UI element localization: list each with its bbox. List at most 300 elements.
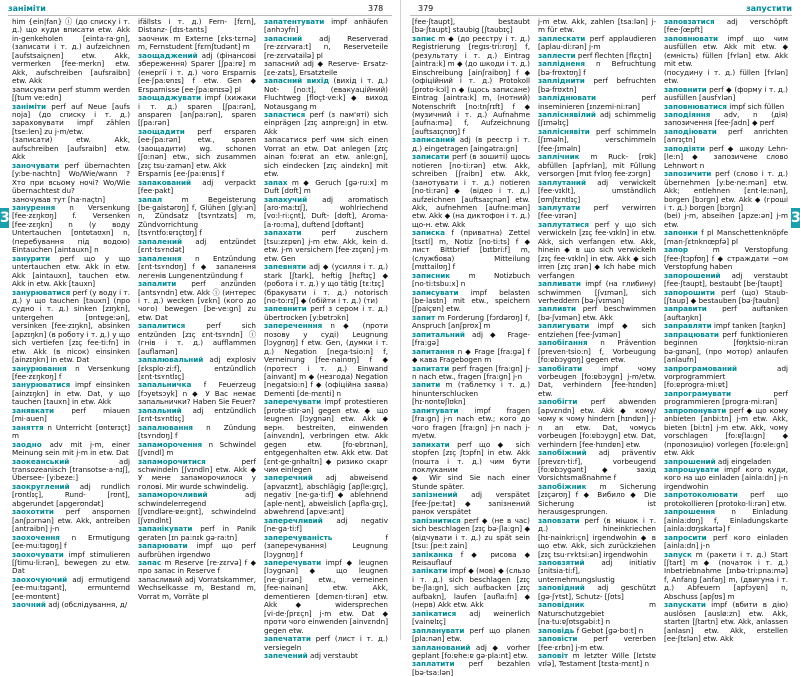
entry-definition: j-m etw. Akk, zahlen [tsa:lən] j-m für etw.	[538, 17, 656, 35]
dictionary-entry	[538, 449, 656, 483]
dictionary-entry	[12, 103, 130, 137]
entry-definition: impf ◆ (мов) ◆ (сльзо і т. д.) sich beschlagen [zɪç be·ʃla:gn], sich aufbacken [zɪç aufbakn], laufen [aufla:fn] ◆ (нерв) Akk etw. Akk	[412, 566, 530, 610]
entry-headword: запліднити	[538, 76, 585, 86]
dictionary-entry	[412, 551, 530, 568]
dictionary-entry	[12, 255, 130, 289]
dictionary-entry	[264, 559, 388, 635]
entry-headword: запитання	[412, 346, 455, 356]
entry-definition: n Einladung [ainla:dʊŋ] f, Einladungskarte [ainla:dʊŋskartə] f	[664, 507, 788, 534]
entry-headword: заощаджений	[138, 50, 198, 60]
entry-definition: perf auf Neue [aufs noja] (до списку і т. д.) зараховувати impf zählen [tse:len] zu j-m/etw.	[12, 101, 130, 136]
dictionary-entry	[412, 365, 530, 382]
entry-headword: запіканка	[412, 549, 453, 559]
entry-definition: adj (обслідування, д/	[45, 600, 128, 610]
entry-definition: adj verwickelt [fee·vɪklt], umständlich [ʊmʃtɛntlɪç]	[538, 177, 656, 204]
entry-headword: запобігати	[538, 363, 583, 373]
entry-definition: adv mit j-m, einer Meinung sein mit j-m in etw. Dat	[12, 439, 130, 458]
entry-headword: запонки	[664, 228, 698, 238]
entry-headword: заправити	[664, 304, 707, 314]
entry-definition: m Reserve [re·zɛrvə] f ◆ про запас in Reserve f	[138, 558, 256, 576]
entry-definition: f (приватна) Zettel [tsɛtl] m, Notiz [no·ti:ts] f ◆ лист Bittbrief [bɪtbri:f] m, (службова) Mitteilung [mɪttailʊŋ] f	[412, 228, 530, 272]
entry-headword: занурювання	[12, 363, 67, 373]
entry-definition: perf sich entzünden [zɪç ɛnt·tsʏndn] ⓘ (гнів і т. д.) aufflammen [auflamən]	[138, 321, 256, 356]
entry-headword: запах	[264, 177, 288, 187]
entry-definition: perf applaudieren [aplau·di:rən] j-m	[538, 33, 656, 52]
dictionary-entry	[412, 660, 530, 677]
entry-definition: adj rundlich [rʊntlɪç], Rund- [rʊnt], abgerundet [apgerʊndət]	[12, 481, 130, 508]
entry-headword: заповідь	[538, 625, 575, 635]
dictionary-entry	[664, 69, 788, 86]
dictionary-entry	[12, 601, 130, 609]
entry-headword: заплескати	[538, 33, 586, 43]
entry-definition: записувати perf stumm werden [ʃtum ve:edn]	[12, 84, 130, 103]
entry-headword: запропонувати	[664, 405, 727, 415]
dictionary-entry	[538, 305, 656, 322]
entry-definition: perf schwindeln [ʃvɪndln] etw. Akk ◆ У мене запаморочилося у голові. Mir wurde schwindelig.	[138, 456, 256, 491]
dictionary-entry	[264, 111, 388, 136]
dictionary-entry	[12, 441, 130, 458]
dictionary-entry	[664, 145, 788, 170]
dictionary-entry	[538, 559, 656, 584]
right-header-rule	[410, 15, 792, 16]
dictionary-entry	[138, 128, 256, 170]
entry-definition: impf einsinken [ainzɪŋkn] in etw. Dat, у що tauchen [tauxn] in etw. Akk	[12, 380, 130, 407]
dictionary-entry	[664, 407, 788, 458]
entry-headword: запозичити	[664, 169, 712, 179]
entry-headword: занурити	[12, 253, 51, 263]
entry-definition: adj verstaubt [fee·ʃtaupt], bestaubt [be·ʃtaupt]	[664, 270, 788, 289]
entry-headword: запереченння	[264, 321, 323, 331]
entry-definition: f Gebot [gə·bo:t] n	[574, 625, 644, 635]
right-page-number: 379	[418, 4, 434, 13]
dictionary-entry	[664, 212, 788, 229]
entry-headword: заокеанський	[12, 456, 70, 466]
entry-headword: запрограмований	[664, 363, 738, 373]
entry-definition: perf (що) Staub- [ʃtaup] ◆ bestauben [bə·ʃtaubn]	[664, 287, 788, 305]
entry-headword: заперечний	[264, 473, 313, 483]
dictionary-entry	[138, 238, 256, 255]
entry-headword: запис	[412, 33, 436, 43]
entry-headword: заодно	[12, 439, 42, 449]
entry-definition: perf programmieren [progra·mi:rən]	[664, 388, 788, 407]
entry-definition: impf ◆ leugnen [lɔygnən] ◆ що leugnen [ne·gi:rən] etw., verneinen [fee·nainən] etw. Akk, dementieren [demɛn·ti:rən] etw. Akk ◆ widersprechen [vi·de·ʃprɛçn] j-m etw. Dat ◆ проти чого einwenden [ainvɛndn] gegen etw.	[264, 558, 388, 635]
entry-definition: impf що perf aufbrühen irgendwo	[138, 541, 256, 559]
entry-headword: запаморочливий	[138, 490, 208, 500]
entry-definition: (записати) etw. Akk, aufschreiben [aufsraibn] etw. Akk	[12, 135, 130, 162]
entry-headword: запаморочення	[138, 439, 203, 449]
dictionary-entry	[12, 136, 130, 161]
dictionary-entry	[412, 314, 530, 331]
entry-definition: n Zündung [tsʏndʊŋ] f	[138, 422, 256, 441]
dictionary-entry	[664, 86, 788, 103]
entry-headword: запрошений	[664, 456, 716, 466]
entry-headword: заощаджувати	[138, 93, 202, 103]
entry-definition: perf in Panik geraten [ɪn pa:nɪk gə·ra:tn]	[138, 524, 256, 542]
entry-headword: запитувати	[412, 405, 459, 415]
dictionary-entry	[264, 635, 388, 652]
entry-definition: m Naturschutzgebiet [na·tu:ɐʃʊtsgəbi:t] n	[538, 600, 656, 627]
entry-definition: perf anrichten [anrɪçtn]	[664, 126, 788, 145]
entry-definition: (посудину і т. д.) füllen [fʏlən] etw.	[664, 67, 788, 86]
entry-definition: perf ◆ що кому anbieten [anbi:tn] j-m etw. Akk, bieten [bi:tn] j-m etw. Akk, чому vorschlagen [fo:ɐʃla:gn] ◆ (пропозицію) vorlegen [fo:ɐle:gn] etw. Akk	[664, 405, 788, 458]
dictionary-entry	[538, 179, 656, 204]
entry-definition: adj ermutigend [ee·mu:tɪgənt], ermunternd [ee·mʊntɐnt]	[12, 574, 130, 601]
dictionary-entry	[412, 491, 530, 516]
entry-headword: запорошити	[664, 287, 715, 297]
dictionary-entry	[264, 229, 388, 263]
dictionary-entry	[138, 18, 256, 35]
dictionary-entry	[664, 534, 788, 551]
dictionary-entry	[538, 584, 656, 601]
entry-definition: m Begeisterung [be·gaistərʊŋ] f, Glühen [gly:ən] n, Zündsatz [tsʏntzats] m, Zündvorrichtung [tsʏntfo:ɐrɪçtʊŋ] f	[138, 194, 256, 238]
dictionary-entry	[664, 246, 788, 271]
entry-headword: записаний	[412, 135, 456, 145]
entry-headword: занурюватися	[12, 287, 71, 297]
entry-headword: запрацювати	[664, 329, 719, 339]
entry-headword: заохотити	[12, 507, 54, 517]
dictionary-entry	[538, 128, 656, 153]
entry-definition: ifällsts i т. д.) Fern- [fɛrn], Distanz- [dɪs·tants]	[138, 17, 256, 35]
dictionary-entry	[412, 644, 530, 661]
entry-definition: m (ракети і т. д.) Start [ʃtart] m ◆ (початок і т. д.) Inbetriebnahme [ɪnbə·tri:pna:mə] f, Anfang [anfaŋ] m, (двигуна і т. д.) Abfeuern [apfɔyɐn] n, Abschuss [apʃʊs] m	[664, 549, 788, 601]
entry-definition: perf (з пам'яті) sich einprägen [zɪç aɪnpre:gn] in etw. Akk	[264, 109, 388, 136]
dictionary-entry	[412, 289, 530, 314]
entry-definition: perf що planen [pla:nən] etw.	[412, 625, 530, 644]
entry-headword: занурення	[12, 202, 56, 212]
entry-headword: запускати	[664, 600, 706, 610]
entry-headword: запліснявілий	[538, 109, 596, 119]
entry-headword: заподіяти	[664, 143, 706, 153]
entry-headword: заповнити	[664, 84, 707, 94]
entry-headword: запор	[664, 245, 689, 255]
dictionary-entry	[664, 35, 788, 69]
entry-definition: perf beschwimmen [bə·ʃvɪmən] etw. Akk	[538, 304, 656, 322]
entry-headword: запікатися	[412, 608, 457, 618]
dictionary-entry	[538, 483, 656, 517]
entry-headword: запліснявіти	[538, 126, 590, 136]
dictionary-entry	[12, 18, 130, 86]
column-1	[12, 18, 130, 638]
dictionary-entry	[412, 474, 530, 491]
entry-definition: n Entzündung [ɛnt·tsʏndʊŋ] f ◆ запалення легенів Lungenentzündung f	[138, 253, 256, 280]
dictionary-entry	[12, 424, 130, 441]
entry-definition: n Unterricht [ʊntɐrɪçt] m	[12, 422, 130, 441]
entry-headword: запальний	[138, 405, 182, 415]
entry-headword: заповідний	[538, 583, 585, 593]
entry-definition: [fee·ʃtaupt], bestaubt [bə·ʃtaupt] staubig [ʃtaubɪç]	[412, 17, 530, 35]
dictionary-entry	[664, 18, 788, 35]
dictionary-entry	[538, 111, 656, 128]
entry-definition: impf stimulieren [ʃtimu·li:rən], bewegen zu etw. Dat	[12, 549, 130, 576]
entry-definition: perf fragen [fra:gn] j-n nach etw., fragen [fra:gn] j-n	[412, 363, 530, 382]
dictionary-entry	[538, 280, 656, 305]
entry-headword: запаморочитися	[138, 456, 206, 466]
entry-headword: запуск	[664, 549, 692, 559]
entry-definition: adj schimmelig [ʃɪməlɪç]	[538, 109, 656, 128]
entry-headword: заповнюватися	[664, 101, 727, 111]
entry-definition: impf кого куди, кого на що einladen [ainla:dn] j-n irgendwohin	[664, 465, 788, 491]
dictionary-entry	[264, 60, 388, 77]
entry-definition: perf з сером і т. д.) übertrocken [y:bɐtrɔkn]	[264, 304, 388, 322]
entry-headword: запечатати	[264, 634, 311, 644]
entry-definition: заочник m Externe [ɛks·tɛrnə] m, Fernstudent [fɛrnʃtudənt] m	[138, 33, 256, 52]
dictionary-entry	[664, 170, 788, 212]
entry-definition: n ◆ Frage [fra:gə] f ◆ кава Fragebogen m	[412, 346, 530, 365]
dictionary-entry	[12, 365, 130, 382]
entry-headword: запізнитися	[412, 515, 461, 525]
entry-definition: запасливий adj Vorratskammer, Wechselkasse m, Bestand m, Vorrat m, Vorräte pl	[138, 574, 256, 601]
dictionary-entry	[538, 517, 656, 559]
entry-headword: заплигувати	[538, 321, 590, 331]
dictionary-entry	[138, 441, 256, 458]
dictionary-entry	[12, 381, 130, 406]
dictionary-entry	[664, 289, 788, 306]
entry-definition: perf befruchten [bə·frʊxtn]	[538, 76, 656, 94]
entry-definition: perf flechten [flɛçtn]	[575, 50, 652, 60]
entry-definition: perf schimmeln [ʃɪməln], verschimmeln [fee·ʃɪməln]	[538, 126, 656, 153]
entry-headword: запобігти	[538, 397, 578, 407]
entry-definition: perf кого einladen [ainla:dn] j-n	[664, 532, 788, 551]
entry-definition: adj verschöpft [fee·ʃœpft]	[664, 17, 788, 35]
dictionary-entry	[538, 18, 656, 35]
dictionary-entry	[664, 390, 788, 407]
entry-definition: impf що чим ausfüllen etw. Akk mit etw. ◆ (ємність) füllen [fʏlən] etw. Akk mit etw.	[664, 33, 788, 69]
left-header-rule	[8, 15, 392, 16]
dictionary-entry	[138, 196, 256, 238]
entry-definition: impf anhäufen [anhɔyfn]	[264, 17, 388, 35]
entry-headword: запалювання	[138, 422, 194, 432]
entry-definition: adj verpackt [fee·pakt]	[138, 177, 256, 196]
entry-definition: perf inseminieren [ɪnzemi·ni:rən]	[538, 93, 656, 111]
entry-definition: n Ermutigung [ee·mu:tɪgʊŋ] f	[12, 532, 130, 551]
entry-definition: perf (у воду і т. д.) у що tauchen [tauxn] (про судно і т. д.) sinken [zɪŋkn], untergehen [ʊntɐge:ən], versinken [fee·zɪŋkn], absinken [apzɪŋkn] (в роботу і т. д.) у що sich vertiefen [zɪç fee·ti:fn] in etw. Akk (в пісок) einsinken [ainzɪŋkn] in etw. Dat	[12, 287, 130, 365]
entry-definition: impf protestieren [prote·stir·ən] gegen etw. ◆ що leugnen [lɔygnən] etw. Akk ◆ верн. bestreiten, einwenden [ainvɛndn], verbringen etw. Akk gegen etw. [fo·ɐbrɪnən], entgegenhalten etw. Akk etw. Dat [ɛnt·ge·gnhaltn] ◆ ризико скарг чим einlegen	[264, 397, 388, 475]
dictionary-entry	[138, 179, 256, 196]
entry-definition: perf ◆ (форму і т. д.) ausfüllen [ausfʏlən]	[664, 84, 788, 103]
entry-definition: запасатися perf чим sich einen Vorrat an etw. Dat anlegen [zɪç ainən fo:ɐrat an etw. anle:gn], sich eindecken [zɪç aindɛkn] mit etw.	[264, 135, 388, 179]
entry-definition: m ◆ Geruch [gə·ru:x] m Duft [dʊft] m	[264, 177, 388, 196]
entry-headword: запахати	[264, 228, 302, 238]
column-2	[138, 18, 256, 638]
entry-definition: perf у що sich verwickeln [zɪç fee·vɪkln] in etw. Akk, sich verfangen etw. Akk, hinein ◆ в що sich verwickeln [zɪç fee·vɪkln] in etw. Akk ◆ sich irren [zɪç ɪrən] ◆ Ich habe mich verfangen	[538, 219, 656, 280]
entry-definition: n Prävention [preven·tsio:n] f, Vorbeugung [fo:ɐbɔygʊŋ] gegen etw.	[538, 338, 656, 365]
entry-headword: запевнити	[264, 304, 307, 314]
entry-definition: perf ◆ (не в час) sich beschlagen [zɪç bə·ʃla:gn] ◆ (відчувати і т. д.) zu spät sein [tsu: ʃpe:t zain]	[412, 515, 530, 551]
dictionary-entry	[138, 559, 256, 576]
entry-headword: запиcувати	[412, 287, 459, 297]
entry-definition: f Feuerzeug [fɔyɐtsɔyk] n ◆ У Вас немає запальнички? Haben Sie Feuer?	[138, 380, 256, 407]
dictionary-entry	[538, 365, 656, 399]
entry-headword: запал	[138, 194, 163, 204]
entry-headword: запросити	[664, 532, 707, 542]
entry-definition: f (заперечування) Leugnung [lɔygnʊŋ] f	[264, 532, 388, 559]
dictionary-entry	[412, 153, 530, 229]
left-section-tab: 3	[0, 210, 10, 226]
column-5	[538, 17, 656, 669]
entry-headword: заплатити	[412, 659, 455, 669]
dictionary-entry	[12, 576, 130, 601]
entry-definition: adj entzündet [ɛnt·tsʏndət]	[138, 236, 256, 255]
entry-definition: adj vorprogrammiert [fo:ɐprogra·mi:ɐt]	[664, 363, 788, 390]
entry-definition: adj initiativ [ɪnitsia·ti:f], unternehmungslustig	[538, 558, 656, 584]
dictionary-entry	[538, 221, 656, 280]
entry-headword: запізнений	[412, 490, 458, 500]
dictionary-entry	[664, 466, 788, 491]
entry-headword: заперечливий	[264, 515, 323, 525]
entry-headword: запалення	[138, 253, 182, 263]
entry-definition: impf belasten [be·lastn] mit etw., speichern [ʃpaiçɐn] etw.	[412, 287, 530, 314]
entry-definition: adj geschützt [gə·ʃʏtst], Schutz- [ʃʊts]	[538, 583, 656, 601]
dictionary-entry	[664, 551, 788, 602]
entry-headword: заплутаний	[538, 177, 586, 187]
dictionary-entry	[538, 77, 656, 94]
dictionary-entry	[264, 289, 388, 306]
dictionary-entry	[12, 289, 130, 365]
entry-headword: заповісти	[538, 634, 578, 644]
entry-definition: perf ersparen [ee·ʃpa:rən] etw., sparen (заощадити) wg. schonen [ʃo:nən] etw., sich zusammen [zɪç tsu·zamən] etw. Akk	[138, 126, 256, 170]
entry-headword: заповзати	[538, 515, 580, 525]
dictionary-entry	[412, 407, 530, 441]
dictionary-entry	[12, 534, 130, 551]
dictionary-entry	[264, 136, 388, 178]
entry-headword: заплічник	[538, 152, 580, 162]
dictionary-entry	[264, 196, 388, 230]
dictionary-entry	[264, 18, 388, 35]
entry-headword: заплутатися	[538, 219, 590, 229]
entry-headword: заочний	[12, 600, 46, 610]
entry-definition: adj schwindelerregend [ʃvɪndləre·ɐe:gnt], schwindelnd [ʃvɪndlnt]	[138, 490, 256, 525]
entry-headword: запалитися	[138, 321, 186, 331]
dictionary-entry	[538, 601, 656, 626]
entry-definition: adj ◆ (усилля і т. д.) stark [ʃtark], heftig [hɛftɪç] ◆ (робота і т. д.) у що tätig [tɛ:tɪç]	[264, 262, 388, 289]
column-3	[264, 17, 388, 660]
entry-headword: запанікувати	[138, 524, 193, 534]
entry-headword: заподіяння	[664, 109, 711, 119]
entry-definition: perf що protokollieren [protoko·li:rən] etw.	[664, 490, 788, 508]
entry-definition: impf sich füllen	[726, 101, 785, 111]
entry-headword: запобігання	[538, 338, 588, 348]
entry-headword: заподіювати	[664, 126, 717, 136]
entry-definition: (вихід і т. д.) Not- [no:t], (евакуаційний) Fluchtweg [flʊçt·ve:k] ◆ виход Notausgang m	[264, 76, 388, 111]
entry-definition: perf auftanken [auftaŋkn]	[664, 304, 788, 322]
entry-definition: adj explosiv [ɛksplo·zi:f], entzündlich [ɛnt·tsʏntlɪç]	[138, 355, 256, 382]
entry-definition: adj ◆ Frage- [fra:gə]	[412, 329, 530, 348]
entry-headword: запахучий	[264, 194, 308, 204]
entry-definition: заночував тут [ha·naçtn]	[12, 194, 106, 204]
entry-definition: him {ein|fan} ⓘ (до списку і т. д.) що куди вписати etw. Akk in-genkeholen [einta·ra·gn], (записати і т. д.) aufzeichnen [aufstsaiçnen] etw. Akk, vermerken [fee·merkn] etw. Akk, aufschreiben [aufsraibn] etw. Akk	[12, 17, 130, 86]
dictionary-entry	[138, 525, 256, 542]
entry-definition: adj eingeladen	[715, 456, 772, 466]
dictionary-entry	[538, 398, 656, 449]
dictionary-entry	[264, 322, 388, 398]
entry-headword: запікати	[412, 566, 448, 576]
entry-headword: заплідненя	[538, 59, 585, 69]
entry-headword: запротоколювати	[664, 490, 738, 500]
dictionary-entry	[12, 407, 130, 424]
dictionary-entry	[412, 229, 530, 271]
entry-definition: m letzter Wille [lɛtstɐ vɪlə], Testament [tɛsta·mɛnt] n	[538, 650, 656, 669]
entry-definition: adj präventiv [prevɛn·ti:f], vorbeugend [fo:ɐbɔygənt] ◆ захід Vorsichtsmaßnahme f	[538, 448, 656, 483]
entry-headword: запалити	[138, 279, 177, 289]
entry-definition: adj weinerlich [vainɐlɪç]	[412, 608, 530, 627]
entry-headword: заповіт	[538, 650, 569, 660]
entry-definition: m Ruck- [rʊk] abfüllen [apfʏlən], mit Füllung versorgen [mɪt fʏlʊŋ fee·zɔrgn]	[538, 152, 656, 179]
entry-headword: запальничка	[138, 380, 192, 390]
dictionary-entry	[538, 204, 656, 221]
dictionary-entry	[138, 52, 256, 94]
entry-definition: f pl Manschettenknöpfe [man·ʃɛtnknœpfə] pl	[664, 228, 788, 246]
entry-definition: m Verstopfung [fee·ʃtɔpfʊŋ] f ◆ страждати ~ом Verstopfung haben	[664, 245, 788, 272]
entry-definition: impf (на глибину) schwimmen [ʃvɪmən], sich verheddern [bə·ʃvɪmən]	[538, 279, 656, 305]
entry-definition: Ersparnis [ee·ʃpa:ɐnɪs] f	[138, 169, 225, 179]
dictionary-entry	[138, 356, 256, 381]
dictionary-entry	[412, 517, 530, 551]
entry-headword: заощадити	[138, 126, 185, 136]
entry-definition: adj verstaubt	[307, 650, 358, 660]
entry-headword: заняття	[12, 422, 44, 432]
entry-headword: запалений	[138, 236, 183, 246]
dictionary-entry	[664, 111, 788, 128]
entry-definition: impf fragen [fra:gn] j-n nach etw.; кого до чого fragen [fra:gn] j-n nach j-m/etw.	[412, 405, 530, 441]
dictionary-entry	[664, 491, 788, 508]
entry-headword: заокруглений	[12, 481, 70, 491]
dictionary-entry	[12, 458, 130, 483]
dictionary-entry	[412, 18, 530, 35]
entry-headword: запобіжний	[538, 448, 587, 458]
dictionary-entry	[138, 255, 256, 280]
entry-headword: запастися	[264, 109, 306, 119]
dictionary-entry	[12, 508, 130, 533]
dictionary-entry	[412, 331, 530, 348]
column-6	[664, 17, 788, 644]
entry-definition: perf bezahlen [bə·tsa:lən]	[412, 659, 530, 677]
dictionary-entry	[412, 441, 530, 475]
dictionary-entry	[538, 60, 656, 77]
entry-definition: (бракувати і т. д.) notorisch [no·to:rɪʃ] ◆ (обійти і т. д.) (ти)	[264, 287, 388, 305]
dictionary-entry	[138, 491, 256, 525]
entry-definition: adj transozeanisch [transotse·a·nɪʃ], Übersee- [y:beze:]	[12, 456, 130, 483]
dictionary-entry	[412, 567, 530, 609]
entry-definition: adj Reserverad [re·zɛrvəra:t] n, Reserveteile [re·zɛrvətailə] pl	[264, 33, 388, 60]
left-running-head: заніміти	[8, 4, 46, 13]
entry-definition: ◆ Wir sind Sie nach einer Stunde später.	[412, 473, 530, 491]
entry-definition: (bei) j-m, abseihen [apze:ən] j-m etw.	[664, 211, 788, 229]
entry-headword: заохочення	[12, 532, 60, 542]
entry-headword: запобіжник	[538, 481, 587, 491]
entry-headword: записка	[412, 228, 446, 238]
entry-definition: adj verspätet [fee·ʃpe:tət] ◆ запізнений ранок verspätet	[412, 490, 530, 517]
entry-headword: заповзятий	[538, 558, 585, 567]
entry-definition: perf funktionieren beginnen [fʊŋktsio·ni:rən bə·gɪnən], (про мотор) anlaufen [anlaufn]	[664, 329, 788, 365]
dictionary-entry	[538, 94, 656, 111]
dictionary-entry	[138, 576, 256, 601]
dictionary-entry	[412, 272, 530, 289]
left-page-number: 378	[368, 4, 384, 13]
entry-headword: запливти	[538, 304, 577, 314]
dictionary-entry	[138, 381, 256, 406]
dictionary-entry	[138, 94, 256, 128]
entry-definition: adj abweisend [apvaɪznt], abschlägig [apʃle:gɪç], negativ [ne·ga·ti:f] ◆ ablehnend [aple·nent], abweislich [apfla·gɪç], abwehrend [apve:ənt]	[264, 473, 388, 517]
dictionary-entry	[664, 508, 788, 533]
entry-headword: запорошений	[664, 270, 721, 280]
entry-headword: занявкати	[12, 405, 55, 415]
entry-definition: perf (в зошиті) щось notieren [no·ti:rən] etw. Akk, schreiben [ʃraibn] etw. Akk, (занотувати і т. д.) notieren [no·ti:rən] ◆ (відео і т. д.) aufzeichnen [auftsaɪçnən] etw. Akk, aufnehmen [aufne:mən] etw. Akk ◆ (на диктофон і т. д.) що-н. etw. Akk	[412, 152, 530, 229]
entry-definition: perf що у що untertauchen etw. Akk in etw. Akk [aintauxn], tauchen etw. Akk in etw. Akk [tauxn]	[12, 253, 130, 289]
entry-headword: запит	[412, 312, 436, 322]
entry-definition: perf (в мішок і т. д.) hineinkriechen [hɪ·nainkri:çn] irgendwohin ◆ в що etw. Akk, sich zurückziehen [zɪç tsu·rʏktsi:ən] irgendwohin	[538, 515, 656, 559]
entry-definition: m Notizbuch [no·ti:tsbu:x] n	[412, 270, 530, 289]
entry-definition: perf ◆ шкоду Lehn- [le:n] ◆ запозичене слово Lehnwort n	[664, 143, 788, 170]
